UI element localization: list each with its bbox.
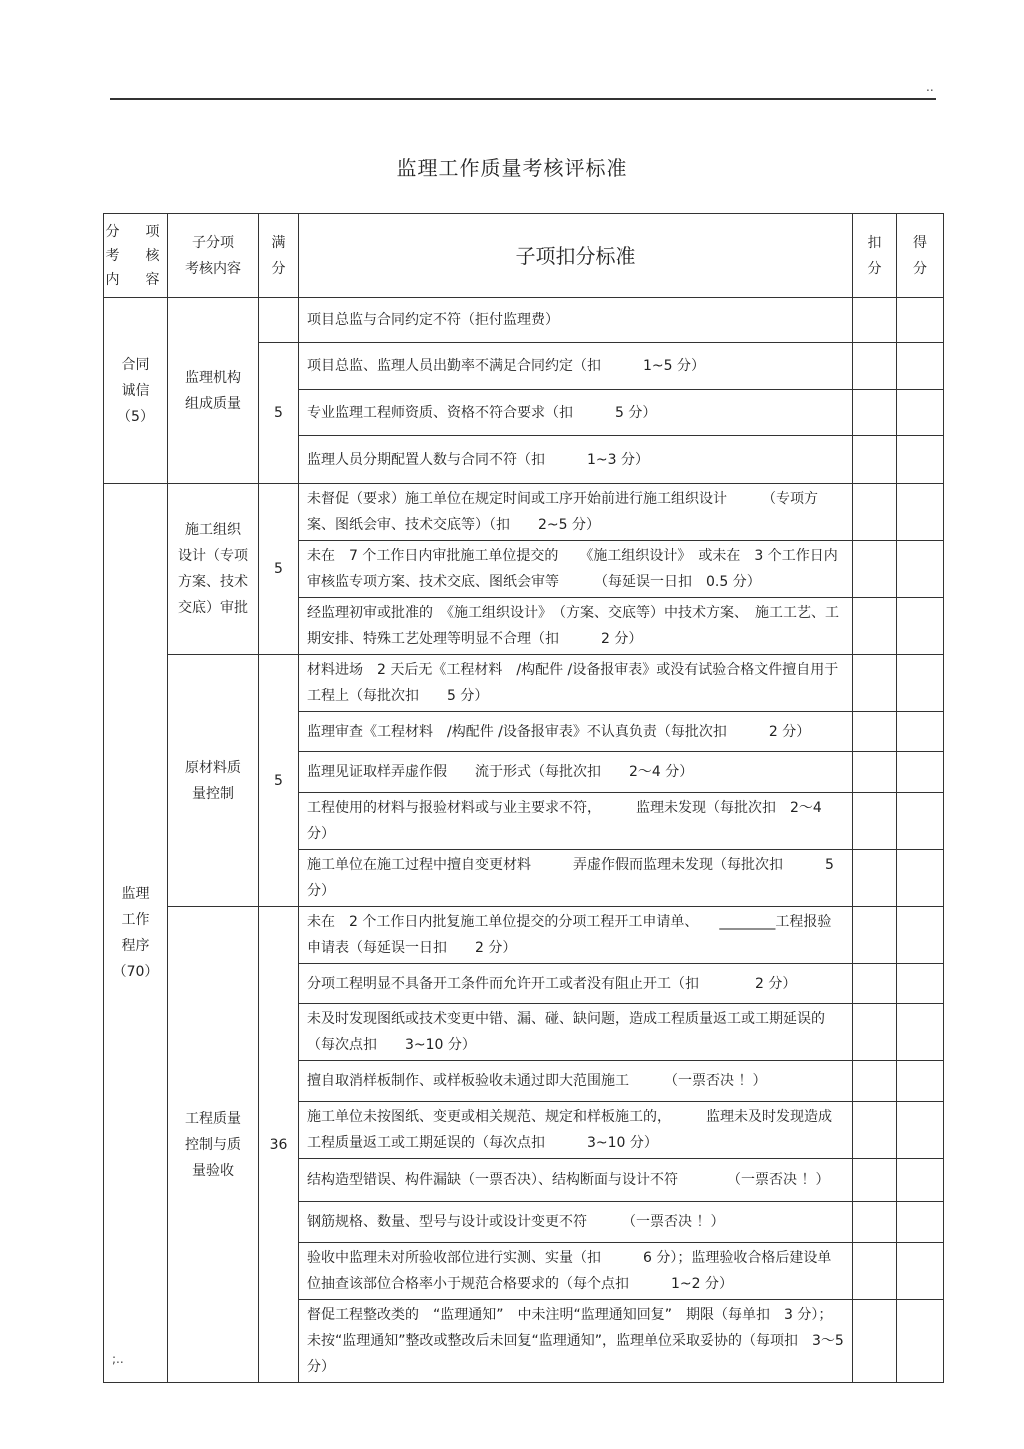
full-score-cell: 5 — [259, 484, 299, 655]
deduct-cell — [853, 1300, 897, 1383]
deduct-cell — [853, 1061, 897, 1102]
standard-cell: 结构造型错误、构件漏缺（一票否决）、结构断面与设计不符 （一票否决 ！） — [299, 1159, 853, 1202]
deduct-cell — [853, 655, 897, 712]
deduct-cell — [853, 1004, 897, 1061]
subitem-line: 工程质量 — [185, 1110, 241, 1127]
header-dots: .. — [926, 80, 934, 94]
standard-cell: 擅自取消样板制作、或样板验收未通过即大范围施工 （一票否决 ！） — [299, 1061, 853, 1102]
footer-dots: ;.. — [112, 1352, 124, 1366]
deduct-cell — [853, 541, 897, 598]
score-cell — [897, 752, 944, 793]
deduct-cell — [853, 793, 897, 850]
score-cell — [897, 484, 944, 541]
score-cell — [897, 1243, 944, 1300]
subitem-line: 量控制 — [192, 785, 234, 802]
header-full-score-line: 分 — [271, 260, 286, 277]
header-full-score-line: 满 — [271, 234, 286, 251]
subitem-cell — [168, 907, 259, 1383]
header-category-line: 考 核 — [105, 247, 166, 264]
standard-cell: 督促工程整改类的 “监理通知” 中未注明“监理通知回复” 期限（每单扣 3 分）；未按“监理通知”整改或整改后未回复“监理通知”，监理单位采取妥协的（每项扣 3～5 分） — [299, 1300, 853, 1383]
header-standard: 子项扣分标准 — [299, 214, 853, 298]
header-deduct-line: 分 — [867, 260, 882, 277]
header-rule — [110, 98, 936, 100]
header-subitem — [168, 214, 259, 298]
standard-cell: 材料进场 2 天后无《工程材料 /构配件 /设备报审表》或没有试验合格文件擅自用于工程上（每批次扣 5 分） — [299, 655, 853, 712]
full-score-cell: 5 — [259, 655, 299, 907]
standard-cell: 项目总监与合同约定不符（拒付监理费） — [299, 298, 853, 343]
header-subitem-line: 子分项 — [192, 234, 234, 251]
subitem-line: 组成质量 — [185, 395, 241, 412]
full-score-cell-empty — [259, 298, 299, 343]
standard-cell: 钢筋规格、数量、型号与设计或设计变更不符 （一票否决 ！） — [299, 1202, 853, 1243]
full-score-cell: 5 — [259, 343, 299, 484]
table-row — [104, 655, 944, 712]
score-cell — [897, 390, 944, 436]
standard-cell: 专业监理工程师资质、资格不符合要求（扣 5 分） — [299, 390, 853, 436]
subitem-line: 控制与质 — [185, 1136, 241, 1153]
deduct-cell — [853, 850, 897, 907]
page-title: 监理工作质量考核评标准 — [396, 156, 628, 180]
subitem-line: 原材料质 — [185, 759, 241, 776]
header-category-line: 内 容 — [105, 271, 166, 288]
standard-cell: 施工单位在施工过程中擅自变更材料 弄虚作假而监理未发现（每批次扣 5 分） — [299, 850, 853, 907]
subitem-cell — [168, 484, 259, 655]
header-score-line: 得 — [913, 234, 927, 251]
category-line: 诚信 — [121, 382, 150, 399]
score-cell — [897, 1102, 944, 1159]
score-cell — [897, 850, 944, 907]
standard-cell: 监理审查《工程材料 /构配件 /设备报审表》不认真负责（每批次扣 2 分） — [299, 712, 853, 752]
standard-cell: 施工单位未按图纸、变更或相关规范、规定和样板施工的， 监理未及时发现造成工程质量返工或工期延误的（每次点扣 3~10 分） — [299, 1102, 853, 1159]
category-line: 工作 — [121, 912, 150, 928]
table-header-row — [104, 214, 944, 298]
subitem-line: 交底）审批 — [178, 600, 248, 616]
header-subitem-line: 考核内容 — [185, 260, 241, 277]
assessment-table — [103, 213, 944, 1383]
deduct-cell — [853, 712, 897, 752]
category-cell — [104, 484, 168, 1383]
score-cell — [897, 1202, 944, 1243]
score-cell — [897, 1061, 944, 1102]
score-cell — [897, 1159, 944, 1202]
score-cell — [897, 964, 944, 1004]
deduct-cell — [853, 1202, 897, 1243]
subitem-line: 设计（专项 — [178, 548, 248, 564]
header-full-score — [259, 214, 299, 298]
header-category — [104, 214, 168, 298]
category-cell — [104, 298, 168, 484]
deduct-cell — [853, 298, 897, 343]
header-category-line: 分 项 — [105, 223, 166, 240]
score-cell — [897, 298, 944, 343]
category-line: （5） — [117, 408, 154, 425]
table-row — [104, 907, 944, 964]
standard-cell: 未在 7 个工作日内审批施工单位提交的 《施工组织设计》 或未在 3 个工作日内审核监专项方案、技术交底、图纸会审等 （每延误一日扣 0.5 分） — [299, 541, 853, 598]
header-deduct — [853, 214, 897, 298]
subitem-line: 量验收 — [192, 1162, 234, 1179]
score-cell — [897, 436, 944, 484]
header-score — [897, 214, 944, 298]
standard-cell: 未在 2 个工作日内批复施工单位提交的分项工程开工申请单、 ________工程报验申请表（每延误一日扣 2 分） — [299, 907, 853, 964]
category-line: 监理 — [121, 886, 150, 902]
category-line: 程序 — [121, 938, 150, 954]
score-cell — [897, 541, 944, 598]
deduct-cell — [853, 598, 897, 655]
deduct-cell — [853, 343, 897, 390]
score-cell — [897, 1004, 944, 1061]
score-cell — [897, 907, 944, 964]
deduct-cell — [853, 964, 897, 1004]
category-line: 合同 — [121, 356, 150, 373]
deduct-cell — [853, 1159, 897, 1202]
full-score-cell: 36 — [259, 907, 299, 1383]
header-score-line: 分 — [913, 260, 927, 277]
table-row — [104, 484, 944, 541]
standard-cell: 未督促（要求）施工单位在规定时间或工序开始前进行施工组织设计 （专项方案、图纸会审、技术交底等）（扣 2~5 分） — [299, 484, 853, 541]
deduct-cell — [853, 436, 897, 484]
deduct-cell — [853, 907, 897, 964]
category-line: （70） — [112, 964, 159, 980]
standard-cell: 工程使用的材料与报验材料或与业主要求不符， 监理未发现（每批次扣 2～4 分） — [299, 793, 853, 850]
standard-cell: 验收中监理未对所验收部位进行实测、实量（扣 6 分）；监理验收合格后建设单位抽查该部位合格率小于规范合格要求的（每个点扣 1~2 分） — [299, 1243, 853, 1300]
deduct-cell — [853, 1102, 897, 1159]
deduct-cell — [853, 1243, 897, 1300]
subitem-cell — [168, 298, 259, 484]
standard-cell: 未及时发现图纸或技术变更中错、漏、碰、缺问题，造成工程质量返工或工期延误的（每次点扣 3~10 分） — [299, 1004, 853, 1061]
subitem-line: 施工组织 — [185, 522, 241, 538]
standard-cell: 分项工程明显不具备开工条件而允许开工或者没有阻止开工（扣 2 分） — [299, 964, 853, 1004]
subitem-line: 方案、技术 — [178, 574, 248, 590]
standard-cell: 监理人员分期配置人数与合同不符（扣 1~3 分） — [299, 436, 853, 484]
deduct-cell — [853, 752, 897, 793]
score-cell — [897, 712, 944, 752]
header-deduct-line: 扣 — [867, 234, 882, 251]
subitem-line: 监理机构 — [185, 369, 241, 386]
standard-cell: 项目总监、监理人员出勤率不满足合同约定（扣 1~5 分） — [299, 343, 853, 390]
standard-cell: 监理见证取样弄虚作假 流于形式（每批次扣 2～4 分） — [299, 752, 853, 793]
standard-cell: 经监理初审或批准的 《施工组织设计》 （方案、交底等）中技术方案、 施工工艺、工期安排、特殊工艺处理等明显不合理（扣 2 分） — [299, 598, 853, 655]
deduct-cell — [853, 390, 897, 436]
score-cell — [897, 793, 944, 850]
table-row — [104, 298, 944, 343]
score-cell — [897, 1300, 944, 1383]
score-cell — [897, 343, 944, 390]
deduct-cell — [853, 484, 897, 541]
subitem-cell — [168, 655, 259, 907]
score-cell — [897, 655, 944, 712]
score-cell — [897, 598, 944, 655]
